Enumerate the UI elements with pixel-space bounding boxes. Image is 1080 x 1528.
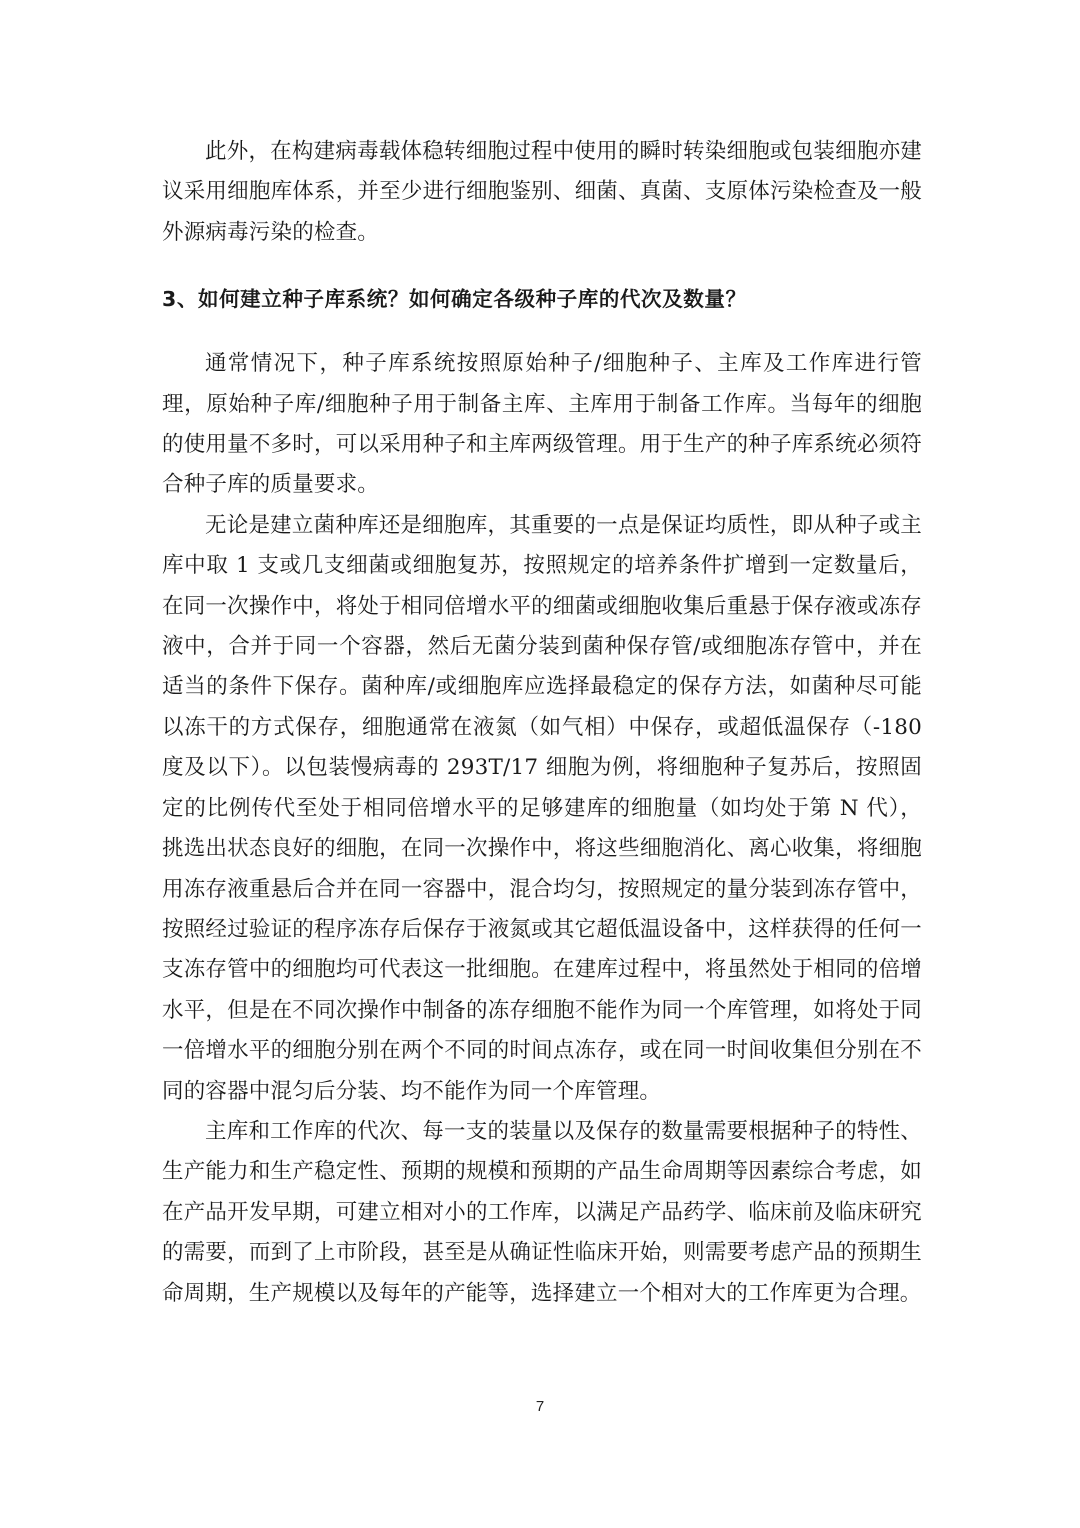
paragraph-homogeneity: 无论是建立菌种库还是细胞库，其重要的一点是保证均质性，即从种子或主库中取 1 支或几支细菌或细胞复苏，按照规定的培养条件扩增到一定数量后，在同一次操作中，将处于相同倍增水平的细菌或细胞收集后重悬于保存液或冻存液中，合并于同一个容器，然后无菌分装到菌种保存管/或细胞冻存管中，并在适当的条件下保存。菌种库/或细胞库应选择最稳定的保存方法，如菌种尽可能以冻干的方式保存，细胞通常在液氮（如气相）中保存，或超低温保存（-180 度及以下）。以包装慢病毒的 293T/17 细胞为例，将细胞种子复苏后，按照固定的比例传代至处于相同倍增水平的足够建库的细胞量（如均处于第 N 代），挑选出状态良好的细胞，在同一次操作中，将这些细胞消化、离心收集，将细胞用冻存液重悬后合并在同一容器中，混合均匀，按照规定的量分装到冻存管中，按照经过验证的程序冻存后保存于液氮或其它超低温设备中，这样获得的任何一支冻存管中的细胞均可代表这一批细胞。在建库过程中，将虽然处于相同的倍增水平，但是在不同次操作中制备的冻存细胞不能作为同一个库管理，如将处于同一倍增水平的细胞分别在两个不同的时间点冻存，或在同一时间收集但分别在不同的容器中混匀后分装、均不能作为同一个库管理。 <box>162 512 922 1104</box>
paragraph-seed-bank-system: 通常情况下，种子库系统按照原始种子/细胞种子、主库及工作库进行管理，原始种子库/细胞种子用于制备主库、主库用于制备工作库。当每年的细胞的使用量不多时，可以采用种子和主库两级管理。用于生产的种子库系统必须符合种子库的质量要求。 <box>162 351 922 498</box>
paragraph-intro: 此外，在构建病毒载体稳转细胞过程中使用的瞬时转染细胞或包装细胞亦建议采用细胞库体系，并至少进行细胞鉴别、细菌、真菌、支原体污染检查及一般外源病毒污染的检查。 <box>162 139 922 245</box>
paragraph-bank-generations: 主库和工作库的代次、每一支的装量以及保存的数量需要根据种子的特性、生产能力和生产稳定性、预期的规模和预期的产品生命周期等因素综合考虑，如在产品开发早期，可建立相对小的工作库，以满足产品药学、临床前及临床研究的需要，而到了上市阶段，甚至是从确证性临床开始，则需要考虑产品的预期生命周期，生产规模以及每年的产能等，选择建立一个相对大的工作库更为合理。 <box>162 1118 922 1306</box>
page-number: 7 <box>535 1398 545 1415</box>
page-content <box>162 132 922 1314</box>
section-heading: 3、如何建立种子库系统？如何确定各级种子库的代次及数量？ <box>162 287 747 312</box>
